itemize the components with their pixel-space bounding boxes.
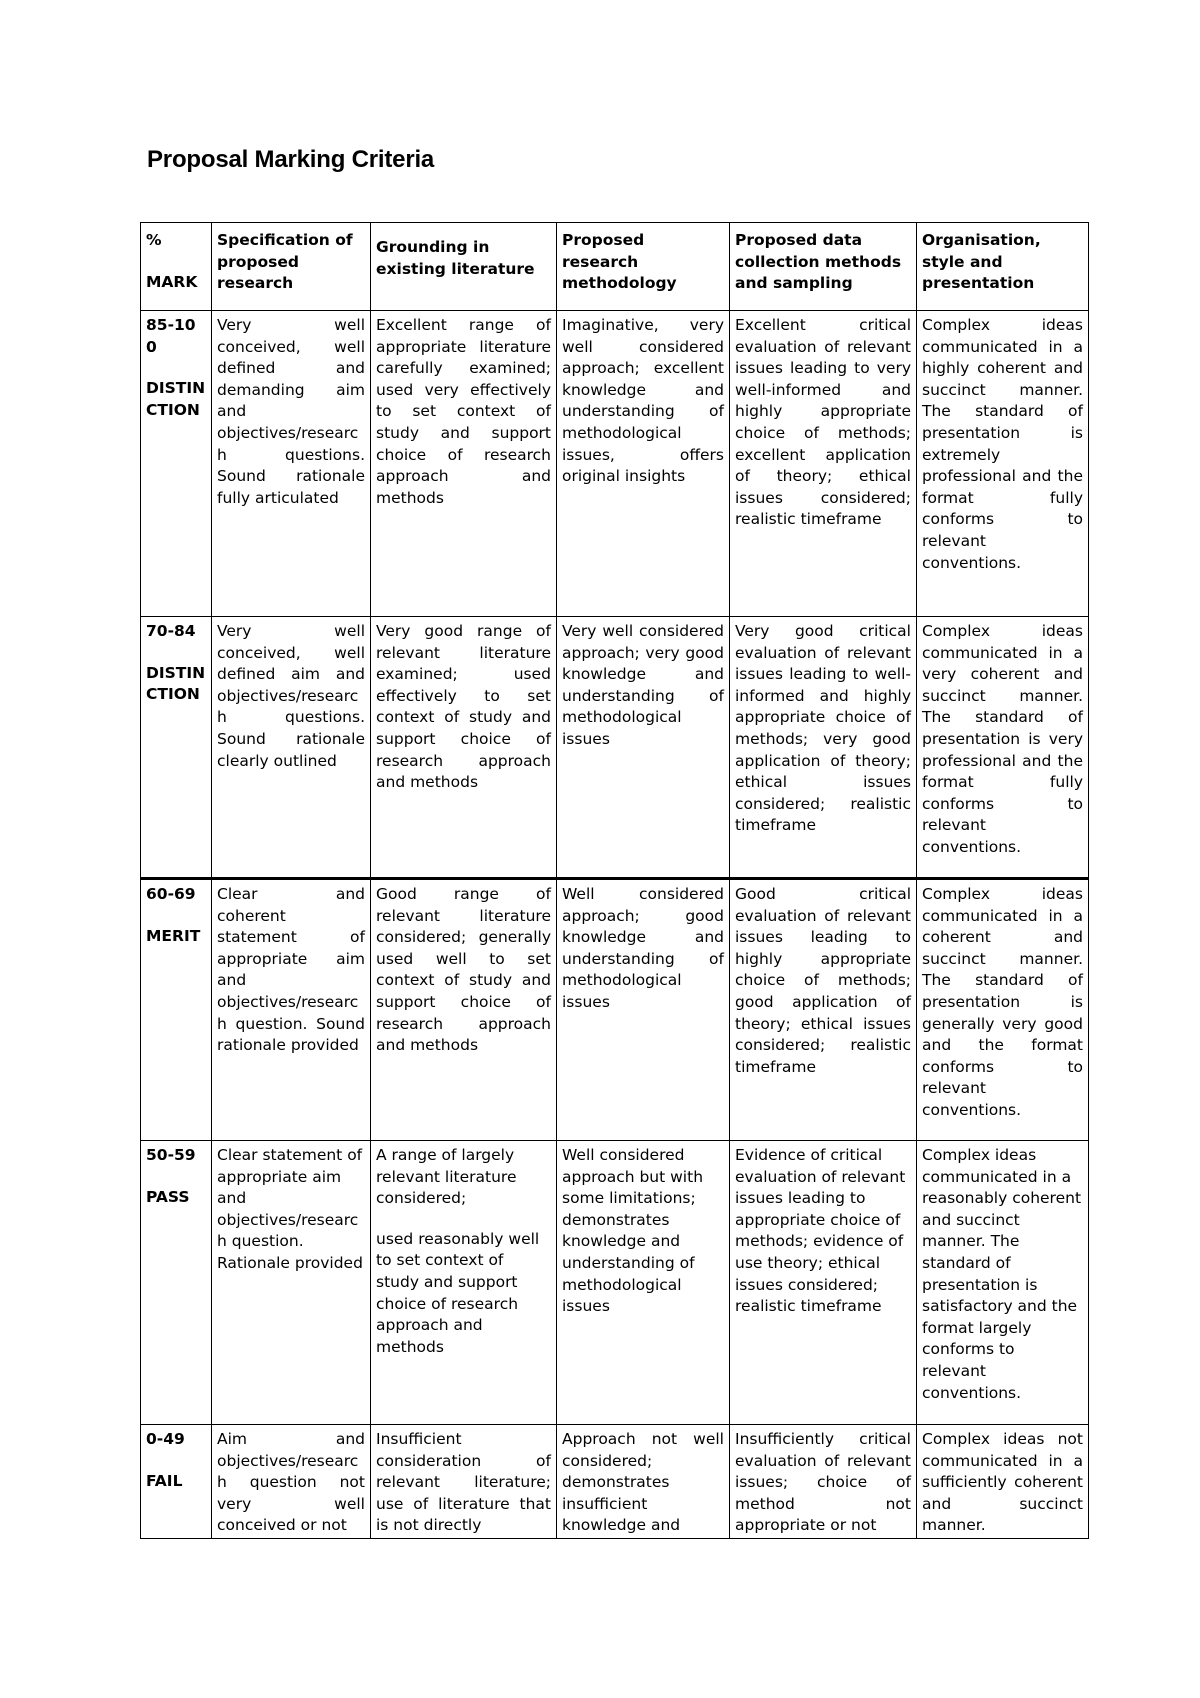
mark-grade: MERIT	[146, 926, 201, 945]
criteria-cell: Very well conceived, well defined and demanding aim and objectives/research questions. Sound rationale fully articulated	[212, 311, 371, 617]
header-methodology: Proposed research methodology	[557, 223, 730, 311]
criteria-cell: Clear statement of appropriate aim and objectives/research question. Rationale provided	[212, 1141, 371, 1425]
criteria-cell: Well considered approach but with some limitations; demonstrates knowledge and understanding of methodological issues	[557, 1141, 730, 1425]
mark-cell	[141, 1425, 212, 1539]
criteria-cell: Very well considered approach; very good knowledge and understanding of methodological issues	[557, 617, 730, 879]
mark-range: 0-49	[146, 1430, 185, 1448]
criteria-cell: Approach not well considered; demonstrates insufficient knowledge and	[557, 1425, 730, 1539]
table-row	[141, 1141, 1089, 1425]
criteria-cell: Complex ideas communicated in a reasonably coherent and succinct manner. The standard of presentation is satisfactory and the format largely conforms to relevant conventions.	[917, 1141, 1089, 1425]
mark-cell	[141, 879, 212, 1141]
criteria-cell: Complex ideas communicated in a coherent and succinct manner. The standard of presentation is generally very good and the format conforms to relevant conventions.	[917, 879, 1089, 1141]
table-header-row	[141, 223, 1089, 311]
criteria-cell: Imaginative, very well considered approach; excellent knowledge and understanding of methodological issues, offers original insights	[557, 311, 730, 617]
criteria-cell-text: A range of largely relevant literature considered;	[376, 1146, 517, 1208]
table-row	[141, 879, 1089, 1141]
criteria-cell: Excellent critical evaluation of relevant issues leading to very well-informed and highly appropriate choice of methods; excellent application of theory; ethical issues considered; realistic timeframe	[730, 311, 917, 617]
mark-range: 60-69	[146, 885, 196, 903]
criteria-cell: Insufficient consideration of relevant literature; use of literature that is not directly	[371, 1425, 557, 1539]
criteria-cell: Very well conceived, well defined aim and objectives/research questions. Sound rationale clearly outlined	[212, 617, 371, 879]
criteria-cell: Well considered approach; good knowledge and understanding of methodological issues	[557, 879, 730, 1141]
criteria-cell: Evidence of critical evaluation of relevant issues leading to appropriate choice of methods; evidence of use theory; ethical issues considered; realistic timeframe	[730, 1141, 917, 1425]
mark-range: 85-100	[146, 316, 196, 356]
criteria-cell	[371, 1141, 557, 1425]
criteria-cell: Excellent range of appropriate literature carefully examined; used very effectively to set context of study and support choice of research approach and methods	[371, 311, 557, 617]
mark-cell	[141, 617, 212, 879]
criteria-cell: Good range of relevant literature considered; generally used well to set context of study and support choice of research approach and methods	[371, 879, 557, 1141]
mark-grade: FAIL	[146, 1471, 183, 1490]
header-mark	[141, 223, 212, 311]
mark-range: 50-59	[146, 1146, 196, 1164]
marking-criteria-table	[140, 222, 1089, 1539]
criteria-cell: Complex ideas communicated in a very coherent and succinct manner. The standard of presentation is very professional and the format fully conforms to relevant conventions.	[917, 617, 1089, 879]
header-mark-label: MARK	[146, 272, 198, 291]
mark-grade: PASS	[146, 1187, 190, 1206]
criteria-cell: Good critical evaluation of relevant issues leading to highly appropriate choice of methods; good application of theory; ethical issues considered; realistic timeframe	[730, 879, 917, 1141]
criteria-cell: Complex ideas communicated in a highly coherent and succinct manner. The standard of presentation is extremely professional and the format fully conforms to relevant conventions.	[917, 311, 1089, 617]
mark-range: 70-84	[146, 622, 196, 640]
page-title: Proposal Marking Criteria	[147, 146, 435, 173]
criteria-cell: Complex ideas not communicated in a sufficiently coherent and succinct manner.	[917, 1425, 1089, 1539]
header-data-collection: Proposed data collection methods and sampling	[730, 223, 917, 311]
header-grounding: Grounding in existing literature	[371, 223, 557, 311]
criteria-cell: Insufficiently critical evaluation of relevant issues; choice of method not appropriate or not	[730, 1425, 917, 1539]
criteria-cell: Aim and objectives/research question not very well conceived or not	[212, 1425, 371, 1539]
criteria-cell: Very good range of relevant literature examined; used effectively to set context of study and support choice of research approach and methods	[371, 617, 557, 879]
table-row	[141, 617, 1089, 879]
mark-grade: DISTINCTION	[146, 663, 206, 704]
header-specification: Specification of proposed research	[212, 223, 371, 311]
table-row	[141, 311, 1089, 617]
table-row	[141, 1425, 1089, 1539]
criteria-cell: Very good critical evaluation of relevant issues leading to well-informed and highly appropriate choice of methods; very good application of theory; ethical issues considered; realistic timeframe	[730, 617, 917, 879]
header-mark-percent: %	[146, 231, 162, 249]
mark-cell	[141, 311, 212, 617]
mark-cell	[141, 1141, 212, 1425]
criteria-cell-text: used reasonably well to set context of study and support choice of research approach and methods	[376, 1229, 540, 1356]
header-organisation: Organisation, style and presentation	[917, 223, 1089, 311]
mark-grade: DISTINCTION	[146, 379, 206, 419]
criteria-cell: Clear and coherent statement of appropriate aim and objectives/research question. Sound rationale provided	[212, 879, 371, 1141]
